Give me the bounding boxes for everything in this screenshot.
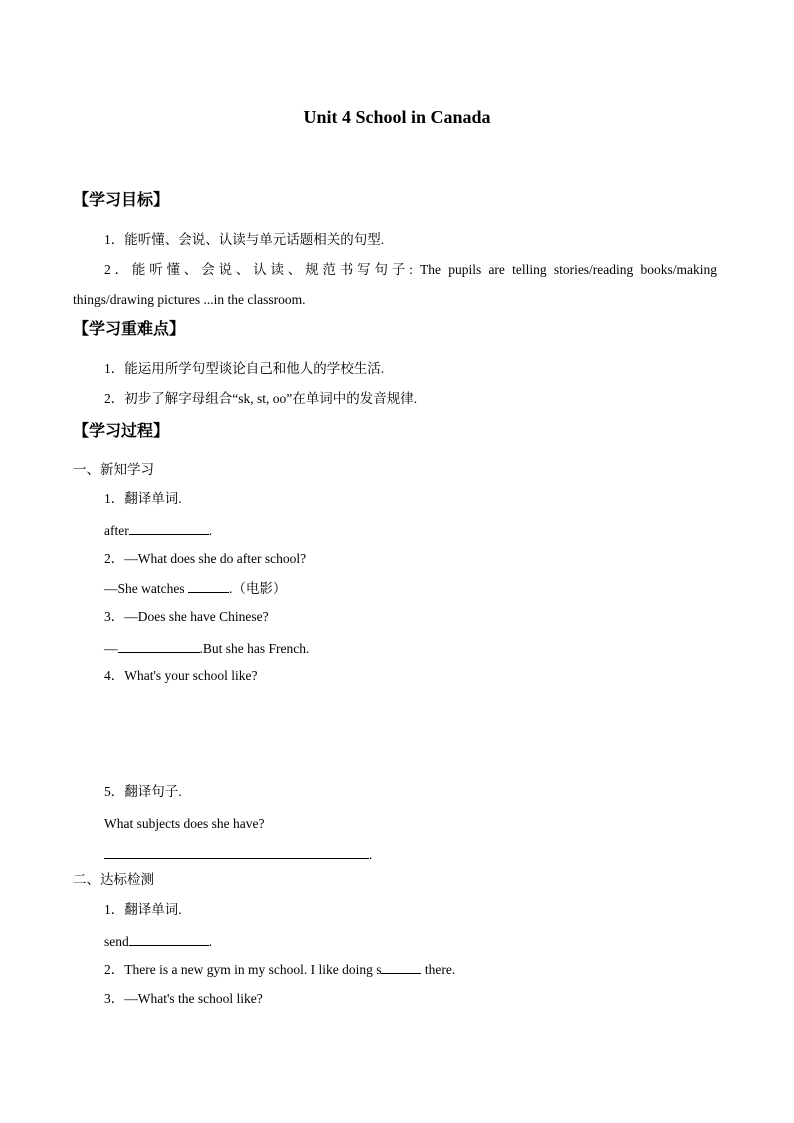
part-1-question-2: 2．—What does she do after school? <box>104 551 307 566</box>
answer-blank[interactable] <box>188 580 229 593</box>
answer-blank[interactable] <box>104 846 369 859</box>
part-2-question-1-answer: send . <box>104 934 213 949</box>
objective-item-2-line-2: things/drawing pictures ...in the classroom. <box>73 292 306 307</box>
part-1-question-3: 3．—Does she have Chinese? <box>104 609 269 624</box>
objective-item-2-line-1: 2．能听懂、会说、认读、规范书写句子: The pupils are telling stories/reading books/making <box>104 262 717 277</box>
word-send: send <box>104 934 129 949</box>
part-1-question-5-answer: . <box>104 846 372 863</box>
objective-item-1: 1．能听懂、会说、认读与单元话题相关的句型. <box>104 232 385 247</box>
part-1-question-4: 4．What's your school like? <box>104 668 258 683</box>
answer-blank[interactable] <box>129 933 209 946</box>
part-1-question-5-sentence: What subjects does she have? <box>104 816 265 831</box>
answer-blank[interactable] <box>381 961 421 974</box>
word-after: after <box>104 523 129 538</box>
part-2-question-3: 3．—What's the school like? <box>104 991 263 1006</box>
part-1-title: 一、新知学习 <box>73 462 154 477</box>
section-heading-key-points: 【学习重难点】 <box>73 319 186 338</box>
section-heading-objectives: 【学习目标】 <box>73 190 170 209</box>
section-heading-process: 【学习过程】 <box>73 421 170 440</box>
part-2-title: 二、达标检测 <box>73 872 154 887</box>
page-title: Unit 4 School in Canada <box>303 107 491 127</box>
answer-blank[interactable] <box>118 640 200 653</box>
part-1-question-3-answer: — .But she has French. <box>104 641 310 656</box>
key-point-item-2: 2．初步了解字母组合“sk, st, oo”在单词中的发音规律. <box>104 391 418 406</box>
part-1-question-5: 5．翻译句子. <box>104 784 182 799</box>
part-2-question-2: 2．There is a new gym in my school. I like doing s there. <box>104 962 456 977</box>
key-point-item-1: 1．能运用所学句型谈论自己和他人的学校生活. <box>104 361 385 376</box>
part-1-question-1-answer: after . <box>104 523 213 538</box>
part-2-question-1: 1．翻译单词. <box>104 902 182 917</box>
answer-blank[interactable] <box>129 522 209 535</box>
part-1-question-1: 1．翻译单词. <box>104 491 182 506</box>
part-1-question-2-answer: —She watches .（电影） <box>104 581 287 596</box>
